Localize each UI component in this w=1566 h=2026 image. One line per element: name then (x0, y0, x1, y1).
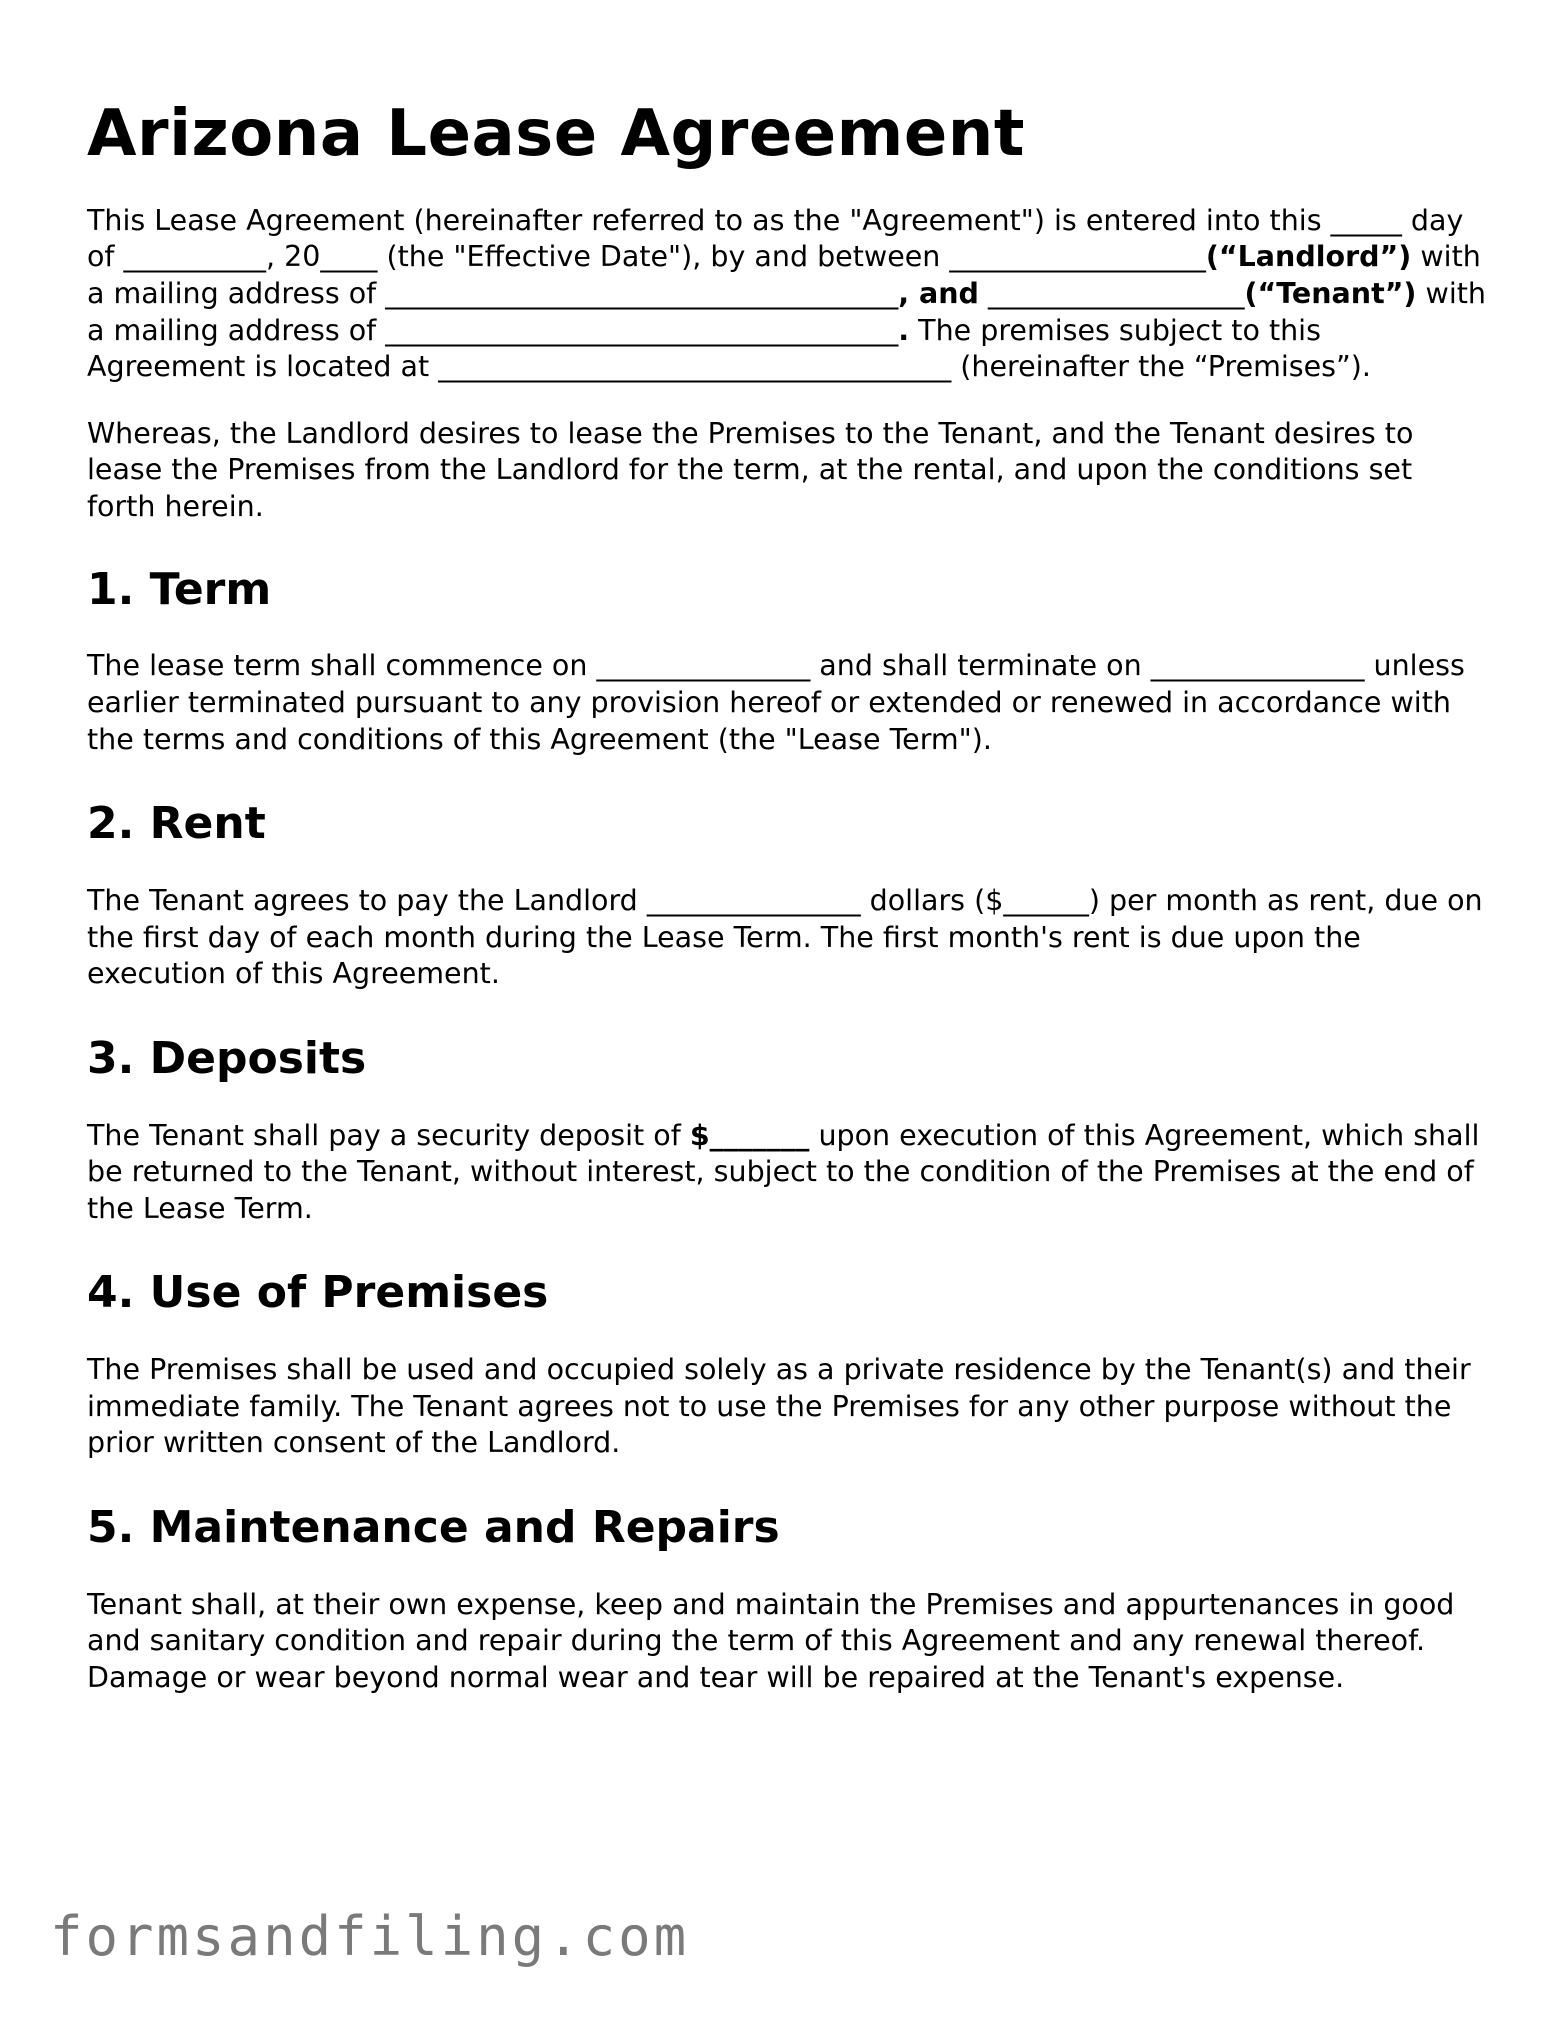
section-term-body: The lease term shall commence on _______________ and shall terminate on _______________ unless earlier terminated pursuant to any provision hereof or extended or renewed in accordance with the terms and conditions of this Agreement (the "Lease Term"). (87, 649, 1465, 756)
section-deposits-heading: 3. Deposits (87, 1032, 367, 1084)
intro-text-2: with a mailing address of ____________________________________ (87, 240, 1481, 310)
section-maintenance (87, 1502, 1487, 1697)
section-use-of-premises (87, 1267, 1487, 1462)
section-rent-body: The Tenant agrees to pay the Landlord _______________ dollars ($______) per month as rent, due on the first day of each month during the Lease Term. The first month's rent is due upon the execution of this Agreement. (87, 883, 1483, 991)
landlord-label: (“Landlord”) (1205, 240, 1412, 274)
section-deposits-body (87, 1118, 1487, 1228)
section-term-heading: 1. Term (87, 563, 272, 615)
intro-text-5: The premises subject to this Agreement is located at ____________________________________ (hereinafter the “Premises”). (87, 313, 1371, 384)
section-rent (87, 798, 1487, 993)
section-maintenance-heading: 5. Maintenance and Repairs (87, 1501, 780, 1553)
site-watermark: formsandfiling.com (50, 1905, 690, 1968)
tenant-label: (“Tenant”) (1244, 276, 1417, 310)
intro-text-4: with a mailing address of ____________________________________ (87, 276, 1486, 347)
section-use-body: The Premises shall be used and occupied solely as a private residence by the Tenant(s) and their immediate family. The Tenant agrees not to use the Premises for any other purpose without the prior written consent of the Landlord. (87, 1353, 1471, 1460)
section-use-heading: 4. Use of Premises (87, 1267, 549, 1319)
whereas-paragraph: Whereas, the Landlord desires to lease the Premises to the Tenant, and the Tenant desires to lease the Premises from the Landlord for the term, at the rental, and upon the conditions set forth herein. (87, 416, 1414, 523)
intro-period: . (898, 313, 910, 347)
intro-text-3: __________________ (978, 276, 1245, 310)
section-rent-heading: 2. Rent (87, 798, 266, 850)
section-maintenance-body: Tenant shall, at their own expense, keep and maintain the Premises and appurtenances in good and sanitary condition and repair during the term of this Agreement and any renewal thereof. Damage or wear beyond normal wear and tear will be repaired at the Tenant's expense. (87, 1587, 1455, 1694)
intro-comma-and: , and (898, 276, 979, 310)
section-deposits (87, 1033, 1487, 1228)
document-page (87, 96, 1487, 1696)
section-term (87, 564, 1487, 759)
deposit-amount-field: $_______ (689, 1118, 810, 1152)
intro-text-1: This Lease Agreement (hereinafter referred to as the "Agreement") is entered into this _____ day of __________, 20____ (the "Effective Date"), by and between __________________ (87, 203, 1464, 274)
deposits-text-pre: The Tenant shall pay a security deposit of (87, 1118, 690, 1152)
deposits-text-post: upon execution of this Agreement, which shall be returned to the Tenant, without interest, subject to the condition of the Premises at the end of the Lease Term. (87, 1118, 1480, 1225)
document-title: Arizona Lease Agreement (87, 97, 1025, 171)
intro-paragraph (87, 203, 1487, 386)
